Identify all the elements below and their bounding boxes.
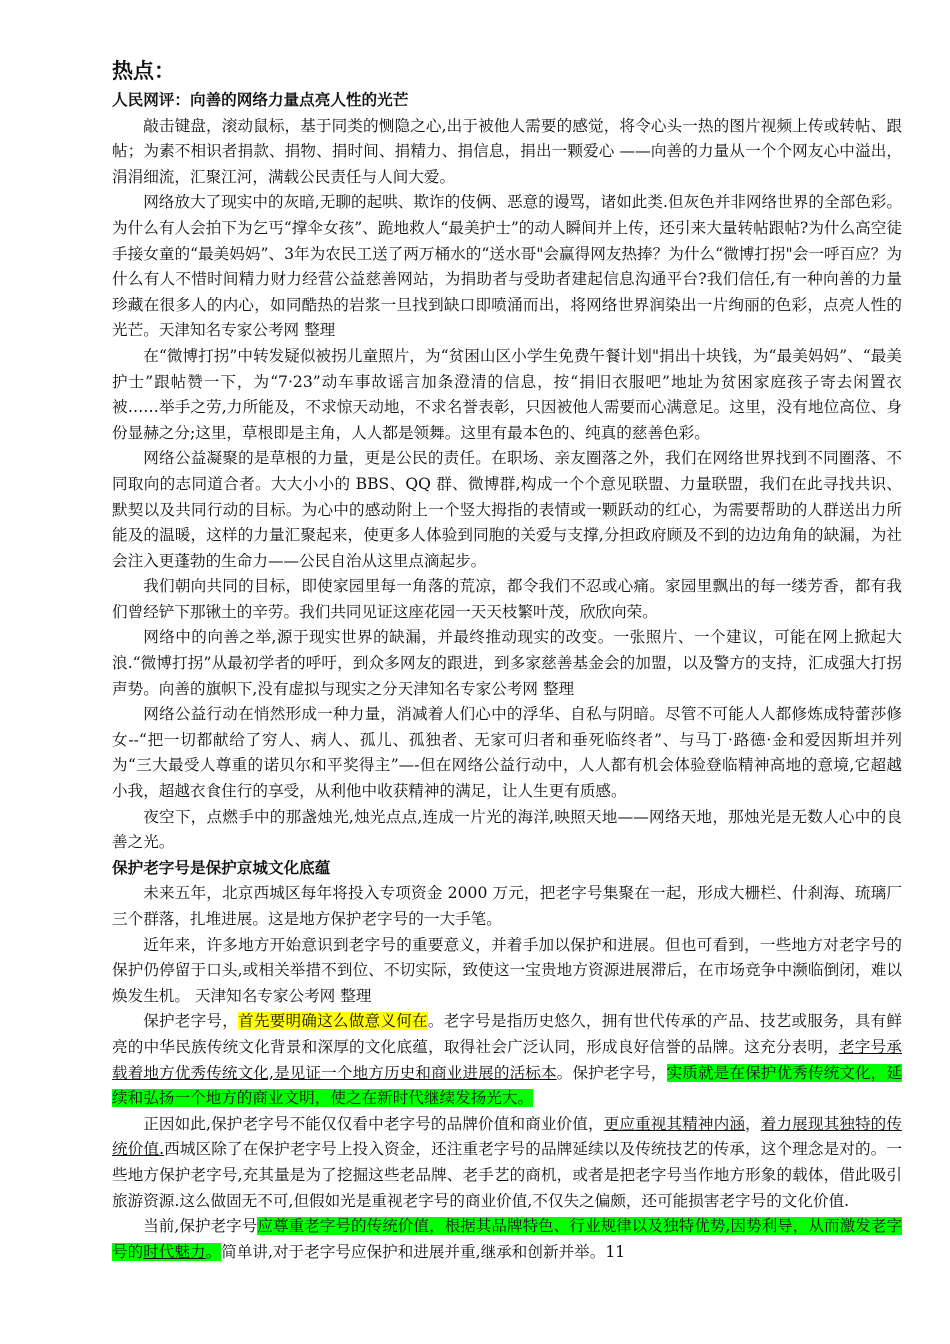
paragraph: 夜空下，点燃手中的那盏烛光,烛光点点,连成一片光的海洋,映照天地——网络天地，那烛光是无数人心中的良善之光。 [112, 807, 902, 852]
paragraph [112, 1009, 902, 1111]
text-run: 。老字号是指历史悠久，拥有世代传承的产品、技艺或服务，具有鲜亮的中华民族传统文化背景和深厚的文化底蕴，取得社会广泛认同，形成良好信誉的品牌。这充分表明， [112, 1012, 902, 1056]
highlighted-text: 实质就是在保护优秀传统文化，延续和弘扬一个地方的商业文明，使之在新时代继续发扬光大。 [112, 1063, 902, 1108]
paragraph: 在“微博打拐”中转发疑似被拐儿童照片，为“贫困山区小学生免费午餐计划"捐出十块钱，为“最美妈妈”、“最美护士”跟帖赞一下，为“7·23”动车事故谣言加条澄清的信息，按“捐旧衣服吧”地址为贫困家庭孩子寄去闲置衣被……举手之劳,力所能及，不求惊天动地，不求名誉表彰，只因被他人需要而心满意足。这里，没有地位高位、身份显赫之分;这里，草根即是主角，人人都是领舞。这里有最本色的、纯真的慈善色彩。 [112, 346, 902, 442]
highlighted-text: 首先要明确这么做意义何在 [238, 1012, 428, 1031]
paragraph [112, 1214, 902, 1265]
paragraph: 网络公益行动在悄然形成一种力量，消减着人们心中的浮华、自私与阴暗。尽管不可能人人都修炼成特蕾莎修女--“把一切都献给了穷人、病人、孤儿、孤独者、无家可归者和垂死临终者”、与马丁·路德·金和爱因斯坦并列为“三大最受人尊重的诺贝尔和平奖得主”—-但在网络公益行动中，人人都有机会体验登临精神高地的意境,它超越小我，超越衣食住行的享受，从利他中收获精神的满足，让人生更有质感。 [112, 705, 902, 801]
underlined-text: 老字号承载着地方优秀传统文化,是见证一个地方历史和商业进展的活标本 [112, 1037, 902, 1082]
paragraph: 网络公益凝聚的是草根的力量，更是公民的责任。在职场、亲友圈落之外，我们在网络世界找到不同圈落、不同取向的志同道合者。大大小小的 BBS、QQ 群、微博群,构成一个个意见联盟、力量联盟，我们在此寻找共识、默契以及共同行动的目标。为心中的感动附上一个竖大拇指的表情或一颗跃动的红心，为需要帮助的人群送出力所能及的温暖，这样的力量汇聚起来，使更多人体验到同胞的关爱与支撑,分担政府顾及不到的边边角角的缺漏，为社会注入更蓬勃的生命力——公民自治从这里点滴起步。 [112, 449, 902, 570]
text-run: 西城区除了在保护老字号上投入资金，还注重老字号的品牌延续以及传统技艺的传承，这个理念是对的。一些地方保护老字号,充其量是为了挖掘这些老品牌、老手艺的商机，或者是把老字号当作地方形象的载体，借此吸引旅游资源.这么做固无不可,但假如光是重视老字号的商业价值,不仅失之偏颇，还可能损害老字号的文化价值. [112, 1140, 902, 1210]
highlighted-underlined-text: 时代魅力 [143, 1242, 206, 1261]
text-run: 正因如此,保护老字号不能仅仅看中老字号的品牌价值和商业价值， [143, 1114, 604, 1133]
underlined-text: 更应重视其精神内涵 [603, 1114, 746, 1133]
highlighted-text: 因势利导，从而激发老字号的 [112, 1217, 902, 1261]
text-run: ， [745, 1114, 761, 1133]
paragraph: 网络放大了现实中的灰暗,无聊的起哄、欺诈的伎俩、恶意的谩骂，诸如此类.但灰色并非网络世界的全部色彩。为什么有人会拍下为乞丐“撑伞女孩”、跪地救人“最美护士”的动人瞬间并上传，还引来大量转帖跟帖?为什么高空徒手接女童的“最美妈妈”、3年为农民工送了两万桶水的“送水哥"会赢得网友热捧？为什么“微博打拐"会一呼百应？为什么有人不惜时间精力财力经营公益慈善网站，为捐助者与受助者建起信息沟通平台?我们信任,有一种向善的力量珍藏在很多人的内心，如同酷热的岩浆一旦找到缺口即喷涌而出，将网络世界润染出一片绚丽的色彩，点亮人性的光芒。天津知名专家公考网 整理 [112, 193, 902, 340]
paragraph: 网络中的向善之举,源于现实世界的缺漏，并最终推动现实的改变。一张照片、一个建议，可能在网上掀起大浪.“微博打拐”从最初学者的呼吁，到众多网友的跟进，到多家慈善基金会的加盟，以及警方的支持，汇成强大打拐声势。向善的旗帜下,没有虚拟与现实之分天津知名专家公考网 整理 [112, 628, 902, 698]
paragraph: 未来五年，北京西城区每年将投入专项资金 2000 万元，把老字号集聚在一起，形成大栅栏、什刹海、琉璃厂三个群落，扎堆进展。这是地方保护老字号的一大手笔。 [112, 884, 902, 928]
text-run: 当前,保护老字号 [143, 1217, 258, 1236]
paragraph: 敲击键盘，滚动鼠标，基于同类的恻隐之心,出于被他人需要的感觉，将令心头一热的图片视频上传或转帖、跟帖；为素不相识者捐款、捐物、捐时间、捐精力、捐信息，捐出一颗爱心 ——向善的力量从一个个网友心中溢出，涓涓细流，汇聚江河，满载公民责任与人间大爱。 [112, 116, 902, 186]
document-page [112, 56, 902, 1265]
paragraph: 我们朝向共同的目标，即使家园里每一角落的荒凉，都令我们不忍或心痛。家园里飘出的每一缕芳香，都有我们曾经铲下那锹土的辛劳。我们共同见证这座花园一天天枝繁叶茂，欣欣向荣。 [112, 577, 902, 621]
highlighted-text: 应尊重老字号的传统价值，根据其品牌特色、行业规律以及独特优势, [257, 1217, 731, 1236]
paragraph: 近年来，许多地方开始意识到老字号的重要意义，并着手加以保护和进展。但也可看到，一些地方对老字号的保护仍停留于口头,或相关举措不到位、不切实际，致使这一宝贵地方资源进展滞后，在市场竞争中濒临倒闭，难以焕发生机。 天津知名专家公考网 整理 [112, 935, 902, 1005]
underlined-text: 着力展现其独特的传统价值. [112, 1114, 902, 1159]
highlighted-text: 。 [205, 1242, 222, 1261]
paragraph [112, 1112, 902, 1214]
text-run: 简单讲,对于老字号应保护和进展并重,继承和创新并举。11 [221, 1242, 626, 1261]
text-run: 。保护老字号， [556, 1063, 667, 1082]
article-title: 人民网评：向善的网络力量点亮人性的光芒 [112, 91, 409, 109]
article-title: 保护老字号是保护京城文化底蕴 [112, 858, 331, 877]
section-heading: 热点： [112, 59, 175, 83]
text-run: 保护老字号， [143, 1012, 239, 1031]
